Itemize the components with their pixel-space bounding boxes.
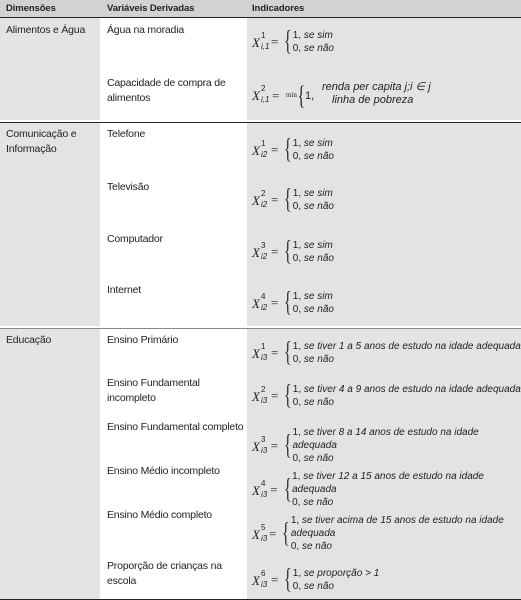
variable-label: Ensino Médio incompleto bbox=[107, 465, 220, 477]
variable-label: Internet bbox=[107, 284, 142, 296]
header-indicators: Indicadores bbox=[252, 3, 305, 14]
variable-label: Ensino Primário bbox=[107, 334, 179, 346]
indicator-formula: X 5 i3 = { 1, se tiver acima de 15 anos de estudo na idade adequada 0, se não bbox=[252, 515, 504, 552]
variable-label: Ensino Fundamental completo bbox=[107, 421, 244, 433]
variable-label: Ensino Fundamental incompleto bbox=[107, 377, 200, 404]
group-rule-2 bbox=[0, 328, 521, 329]
indicator-formula: X 4 i2 = { 1, se sim 0, se não bbox=[252, 287, 334, 318]
indicator-formula: X 2 i3 = { 1, se tiver 4 a 9 anos de estudo na idade adequada 0, se não bbox=[252, 380, 521, 411]
indicator-formula: X 6 i3 = { 1, se proporção > 1 0, se não bbox=[252, 564, 380, 595]
table-header bbox=[0, 0, 521, 17]
indicator-formula: X 2 i2 = { 1, se sim 0, se não bbox=[252, 184, 334, 215]
indicator-formula: X 4 i3 = { 1, se tiver 12 a 15 anos de estudo na idade adequada 0, se não bbox=[252, 471, 484, 508]
dimension-label: Educação bbox=[6, 334, 52, 346]
indicator-formula: X 1 i2 = { 1, se sim 0, se não bbox=[252, 134, 334, 165]
header-rule bbox=[0, 17, 521, 18]
variable-label: Ensino Médio completo bbox=[107, 509, 212, 521]
variable-label: Computador bbox=[107, 233, 163, 245]
dimension-label: Comunicação e Informação bbox=[6, 128, 77, 155]
dimension-label: Alimentos e Água bbox=[6, 24, 86, 36]
indicator-formula: X 1 i3 = { 1, se tiver 1 a 5 anos de estudo na idade adequada 0, se não bbox=[252, 337, 521, 368]
indicators-table: Dimensões Variáveis Derivadas Indicadores Alimentos e Água Comunicação e Informação Educação Água na moradia Capacidade de compra de alimentos Telefone Televisão Computador Internet Ensino Primário Ensino Fundamental incompleto Ensino Fundamental completo Ensino Médio incompleto Ensino Médio completo Proporção de crianças na escola X 1 i,1 = { 1, se sim 0, se não X 2 i,1 = min { 1, renda per capita j;i ∈ j linha de pobreza X 1 i2 = { 1, se sim 0, se não X 2 i2 = { 1, se sim 0, se não X 3 i2 = { 1, se sim 0, se não X 4 i2 = { 1, se sim 0, se não X 1 i3 = { 1, se tiver 1 a 5 anos de estudo na idade adequada 0, se não X 2 i3 = { 1, se tiver 4 a 9 anos de estudo na idade adequada 0, se não X 3 i3 = { 1, se tiver 8 a 14 anos de estudo na idade adequada 0, se não X 4 i3 = { 1, se tiver 12 a 15 anos de estudo na idade adequada 0, se não X 5 i3 = { 1, se tiver acima de 15 anos de estudo na idade adequada 0, se não X 6 i3 = { 1, se proporção > 1 0, se não bbox=[0, 0, 521, 600]
dimensions-column-bg bbox=[0, 0, 100, 600]
header-dimensions: Dimensões bbox=[6, 3, 56, 14]
variable-label: Água na moradia bbox=[107, 24, 184, 36]
indicator-formula: X 3 i2 = { 1, se sim 0, se não bbox=[252, 236, 334, 267]
variable-label: Telefone bbox=[107, 128, 146, 140]
variable-label: Capacidade de compra de alimentos bbox=[107, 77, 226, 104]
variable-label: Televisão bbox=[107, 181, 149, 193]
header-variables: Variáveis Derivadas bbox=[107, 3, 195, 14]
indicator-formula: X 3 i3 = { 1, se tiver 8 a 14 anos de estudo na idade adequada 0, se não bbox=[252, 427, 479, 464]
group-rule-1 bbox=[0, 122, 521, 123]
variable-label: Proporção de crianças na escola bbox=[107, 560, 222, 587]
indicator-formula: X 1 i,1 = { 1, se sim 0, se não bbox=[252, 26, 334, 57]
